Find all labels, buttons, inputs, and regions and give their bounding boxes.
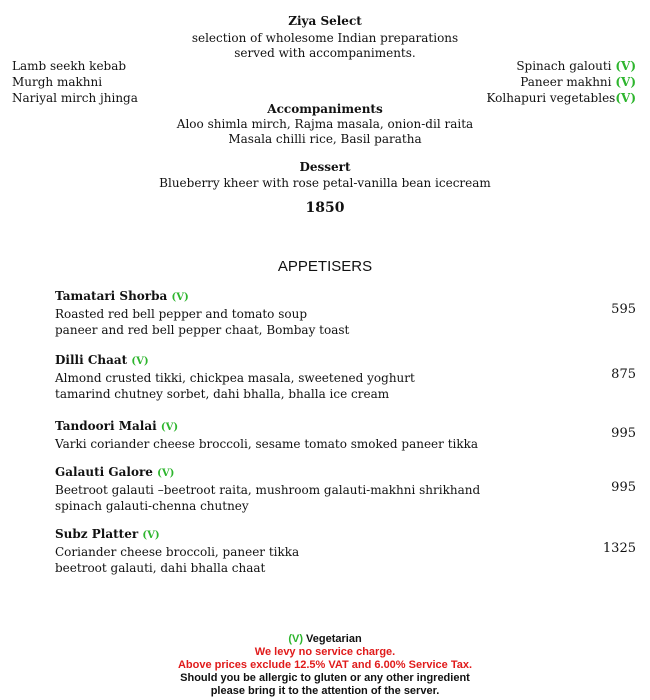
appetisers-heading: APPETISERS: [277, 258, 373, 275]
menu-item-galauti-galore: [55, 464, 615, 514]
menu-item-tamatari-shorba: [55, 288, 615, 338]
accompaniments-title: Accompaniments: [267, 102, 383, 116]
dish-name: Dilli Chaat: [55, 353, 128, 367]
dish-description: Almond crusted tikki, chickpea masala, sweetened yoghurt: [55, 371, 415, 385]
veg-marker: (V): [171, 292, 189, 303]
veg-legend-label: Vegetarian: [306, 633, 362, 645]
veg-marker: (V): [142, 530, 160, 541]
ziya-right-item-label: Spinach galouti: [516, 59, 612, 73]
ziya-price: 1850: [305, 200, 345, 216]
ziya-right-item: [487, 74, 636, 90]
footer-service-charge: We levy no service charge.: [254, 646, 396, 658]
accompaniments-line1: Aloo shimla mirch, Rajma masala, onion-dil raita: [176, 117, 474, 131]
ziya-subtitle-line2: served with accompaniments.: [234, 46, 416, 60]
ziya-select-title: Ziya Select: [288, 14, 362, 28]
veg-marker: (V): [160, 422, 179, 433]
veg-marker: (V): [615, 59, 636, 73]
ziya-right-items: [487, 58, 636, 106]
dish-name: Tandoori Malai: [55, 419, 157, 433]
ziya-subtitle-line1: selection of wholesome Indian preparations: [191, 31, 459, 45]
dish-price: 1325: [602, 541, 636, 556]
dish-description: tamarind chutney sorbet, dahi bhalla, bhalla ice cream: [55, 387, 390, 401]
dish-description: spinach galauti-chenna chutney: [55, 499, 249, 513]
dish-price: 995: [611, 480, 636, 495]
dish-price: 995: [611, 426, 636, 441]
veg-marker: (V): [288, 633, 303, 645]
veg-marker: (V): [615, 75, 636, 89]
ziya-right-item-label: Paneer makhni: [520, 75, 612, 89]
dessert-line: Blueberry kheer with rose petal-vanilla bean icecream: [159, 176, 491, 190]
dish-name: Tamatari Shorba: [55, 289, 168, 303]
ziya-right-item: [487, 58, 636, 74]
dish-description: beetroot galauti, dahi bhalla chaat: [55, 561, 266, 575]
dish-price: 875: [611, 367, 636, 382]
dish-description: Beetroot galauti –beetroot raita, mushroom galauti-makhni shrikhand: [55, 483, 481, 497]
ziya-right-item-label: Kolhapuri vegetables: [486, 91, 616, 105]
veg-marker: (V): [131, 356, 149, 367]
accompaniments-line2: Masala chilli rice, Basil paratha: [228, 132, 422, 146]
dish-description: Roasted red bell pepper and tomato soup: [55, 307, 308, 321]
footer-allergy-note-1: Should you be allergic to gluten or any other ingredient: [180, 672, 470, 684]
dish-price: 595: [611, 302, 636, 317]
ziya-left-item: Murgh makhni: [12, 75, 103, 89]
ziya-left-item: Nariyal mirch jhinga: [12, 91, 138, 105]
ziya-left-item: Lamb seekh kebab: [12, 59, 127, 73]
dish-description: Varki coriander cheese broccoli, sesame tomato smoked paneer tikka: [55, 437, 479, 451]
footer-tax-note: Above prices exclude 12.5% VAT and 6.00% Service Tax.: [177, 659, 473, 671]
menu-item-dilli-chaat: [55, 352, 615, 402]
dish-name: Subz Platter: [55, 527, 139, 541]
footer-allergy-note-2: please bring it to the attention of the server.: [210, 685, 440, 697]
menu-item-tandoori-malai: [55, 418, 615, 452]
veg-marker: (V): [157, 468, 175, 479]
veg-marker: (V): [615, 91, 636, 105]
dish-description: Coriander cheese broccoli, paneer tikka: [55, 545, 300, 559]
dish-name: Galauti Galore: [55, 465, 153, 479]
dessert-title: Dessert: [299, 160, 351, 174]
footer-veg-legend: [0, 633, 650, 646]
menu-item-subz-platter: [55, 526, 615, 576]
ziya-left-items: [12, 58, 138, 106]
dish-description: paneer and red bell pepper chaat, Bombay toast: [55, 323, 350, 337]
